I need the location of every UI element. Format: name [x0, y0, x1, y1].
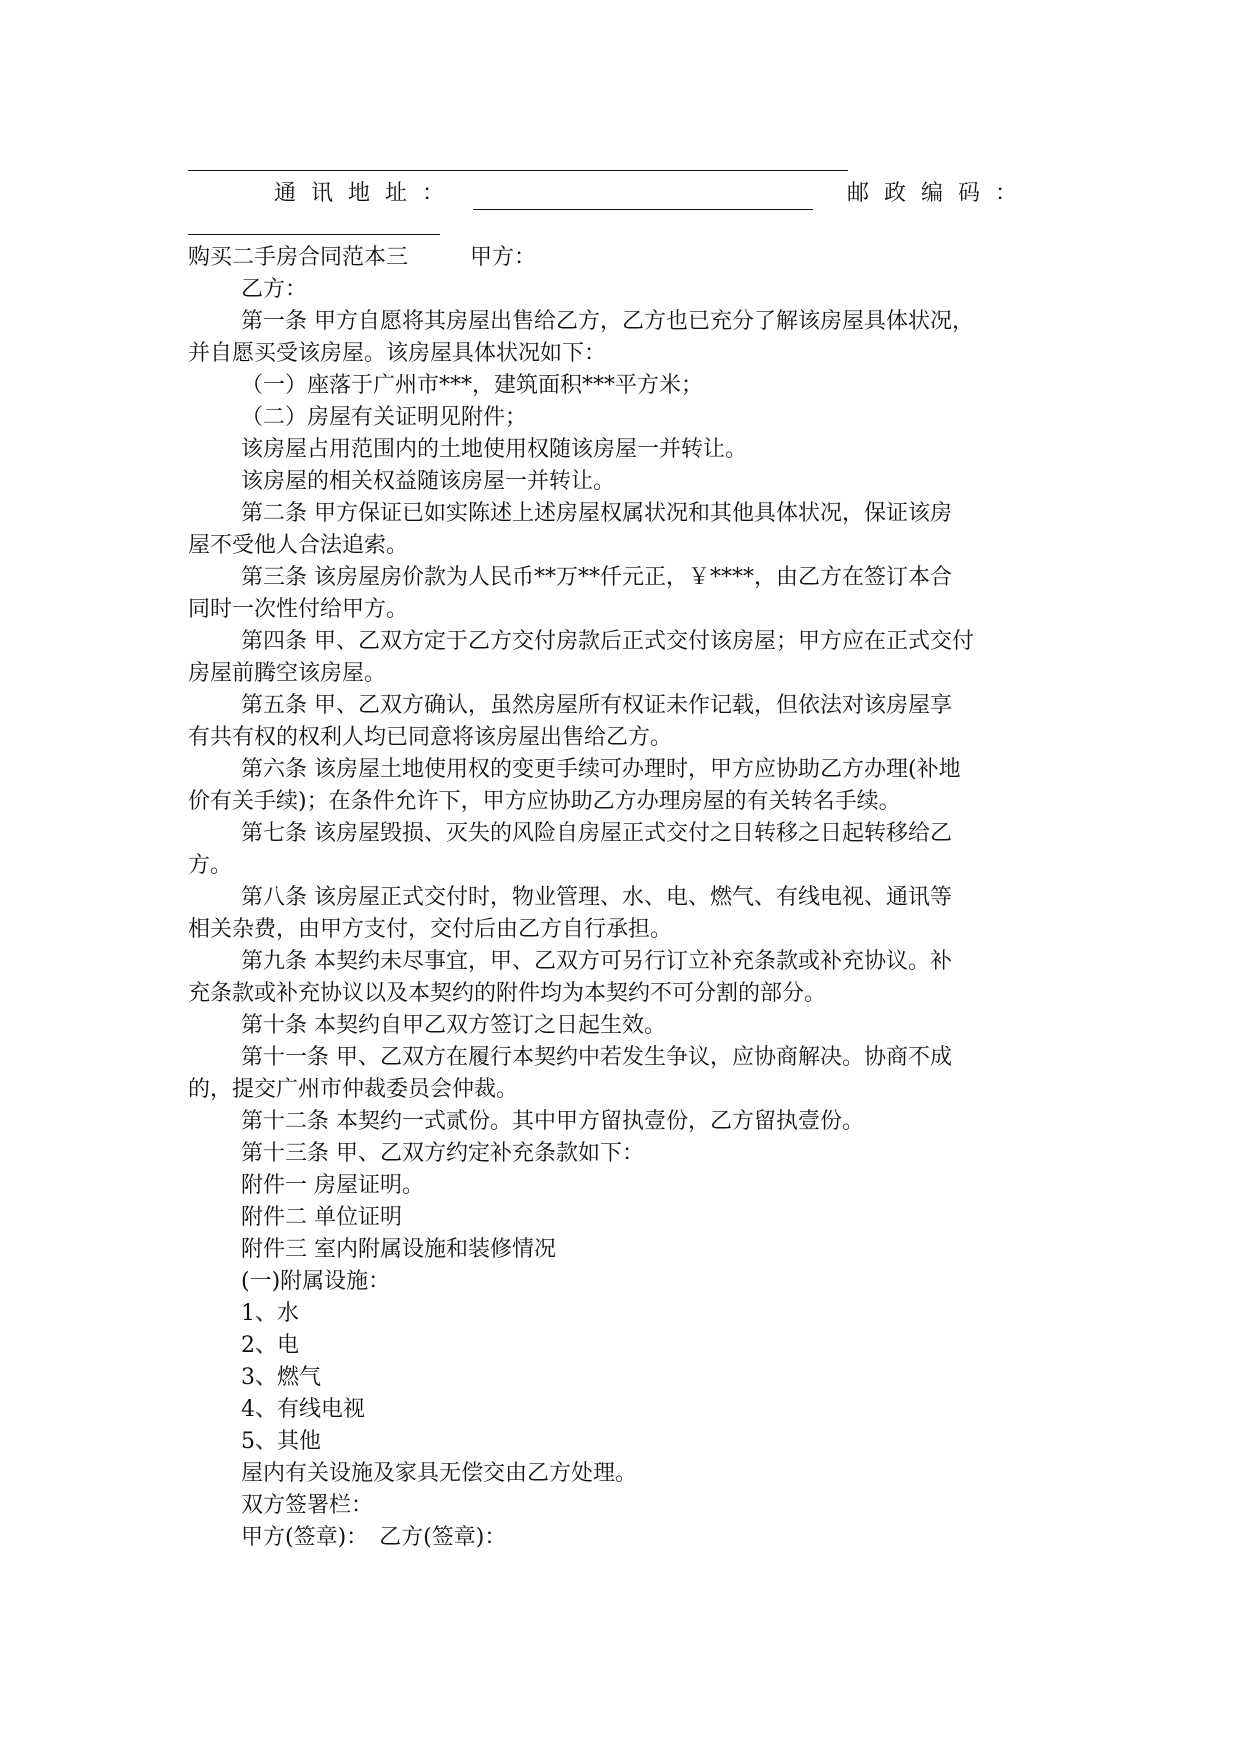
para-line: 该房屋的相关权益随该房屋一并转让。	[241, 469, 616, 494]
title-row	[188, 242, 1060, 274]
para-line: 有共有权的权利人均已同意将该房屋出售给乙方。	[188, 725, 673, 750]
document-title: 购买二手房合同范本三	[188, 245, 409, 270]
para-line: 第二条 甲方保证已如实陈述上述房屋权属状况和其他具体状况，保证该房	[241, 501, 952, 526]
para-line: 第十二条 本契约一式贰份。其中甲方留执壹份，乙方留执壹份。	[241, 1109, 864, 1134]
para-line: （二）房屋有关证明见附件；	[241, 405, 528, 430]
para-line: 附件三 室内附属设施和装修情况	[241, 1237, 556, 1262]
top-blank-line	[188, 146, 1060, 178]
para-line: 5、其他	[241, 1429, 321, 1454]
party-a-label: 甲方：	[470, 245, 537, 270]
para-line: 第四条 甲、乙双方定于乙方交付房款后正式交付该房屋；甲方应在正式交付	[241, 629, 974, 654]
para-line: 双方签署栏：	[241, 1493, 374, 1518]
address-blank	[473, 189, 813, 210]
para-line: 方。	[188, 853, 233, 878]
address-label: 通讯地址：	[274, 181, 460, 206]
para-line: 屋不受他人合法追索。	[188, 533, 409, 558]
para-line: 房屋前腾空该房屋。	[188, 661, 387, 686]
para-line: （一）座落于广州市***，建筑面积***平方米；	[241, 373, 704, 398]
para-line: 相关杂费，由甲方支付，交付后由乙方自行承担。	[188, 917, 673, 942]
para-line: 附件二 单位证明	[241, 1205, 402, 1230]
postcode-blank-line	[188, 210, 1060, 242]
signature-line: 甲方(签章)： 乙方(签章)：	[241, 1525, 507, 1550]
para-line: 屋内有关设施及家具无偿交由乙方处理。	[241, 1461, 638, 1486]
postcode-label: 邮政编码：	[847, 181, 1033, 206]
para-line: 4、有线电视	[241, 1397, 365, 1422]
para-line: (一)附属设施：	[241, 1269, 391, 1294]
para-line: 第十条 本契约自甲乙双方签订之日起生效。	[241, 1013, 666, 1038]
para-line: 第七条 该房屋毁损、灭失的风险自房屋正式交付之日转移之日起转移给乙	[241, 821, 952, 846]
para-line: 第三条 该房屋房价款为人民币**万**仟元正，￥****，由乙方在签订本合	[241, 565, 952, 590]
para-line: 第十一条 甲、乙双方在履行本契约中若发生争议，应协商解决。协商不成	[241, 1045, 952, 1070]
para-line: 同时一次性付给甲方。	[188, 597, 409, 622]
party-b-label: 乙方：	[241, 277, 308, 302]
para-line: 第八条 该房屋正式交付时，物业管理、水、电、燃气、有线电视、通讯等	[241, 885, 952, 910]
para-line: 1、水	[241, 1301, 299, 1326]
para-line: 并自愿买受该房屋。该房屋具体状况如下：	[188, 341, 607, 366]
para-line: 的，提交广州市仲裁委员会仲裁。	[188, 1077, 519, 1102]
address-row	[188, 178, 1060, 210]
para-line: 2、电	[241, 1333, 299, 1358]
para-line: 第十三条 甲、乙双方约定补充条款如下：	[241, 1141, 644, 1166]
para-line: 该房屋占用范围内的土地使用权随该房屋一并转让。	[241, 437, 748, 462]
contract-page	[188, 146, 1060, 1554]
para-line: 附件一 房屋证明。	[241, 1173, 424, 1198]
para-line: 第一条 甲方自愿将其房屋出售给乙方，乙方也已充分了解该房屋具体状况，	[241, 309, 974, 334]
para-line: 第五条 甲、乙双方确认，虽然房屋所有权证未作记载，但依法对该房屋享	[241, 693, 952, 718]
para-line: 第九条 本契约未尽事宜，甲、乙双方可另行订立补充条款或补充协议。补	[241, 949, 952, 974]
para-line: 第六条 该房屋土地使用权的变更手续可办理时，甲方应协助乙方办理(补地	[241, 757, 961, 782]
para-line: 充条款或补充协议以及本契约的附件均为本契约不可分割的部分。	[188, 981, 827, 1006]
para-line: 价有关手续)；在条件允许下，甲方应协助乙方办理房屋的有关转名手续。	[188, 789, 901, 814]
para-line: 3、燃气	[241, 1365, 321, 1390]
